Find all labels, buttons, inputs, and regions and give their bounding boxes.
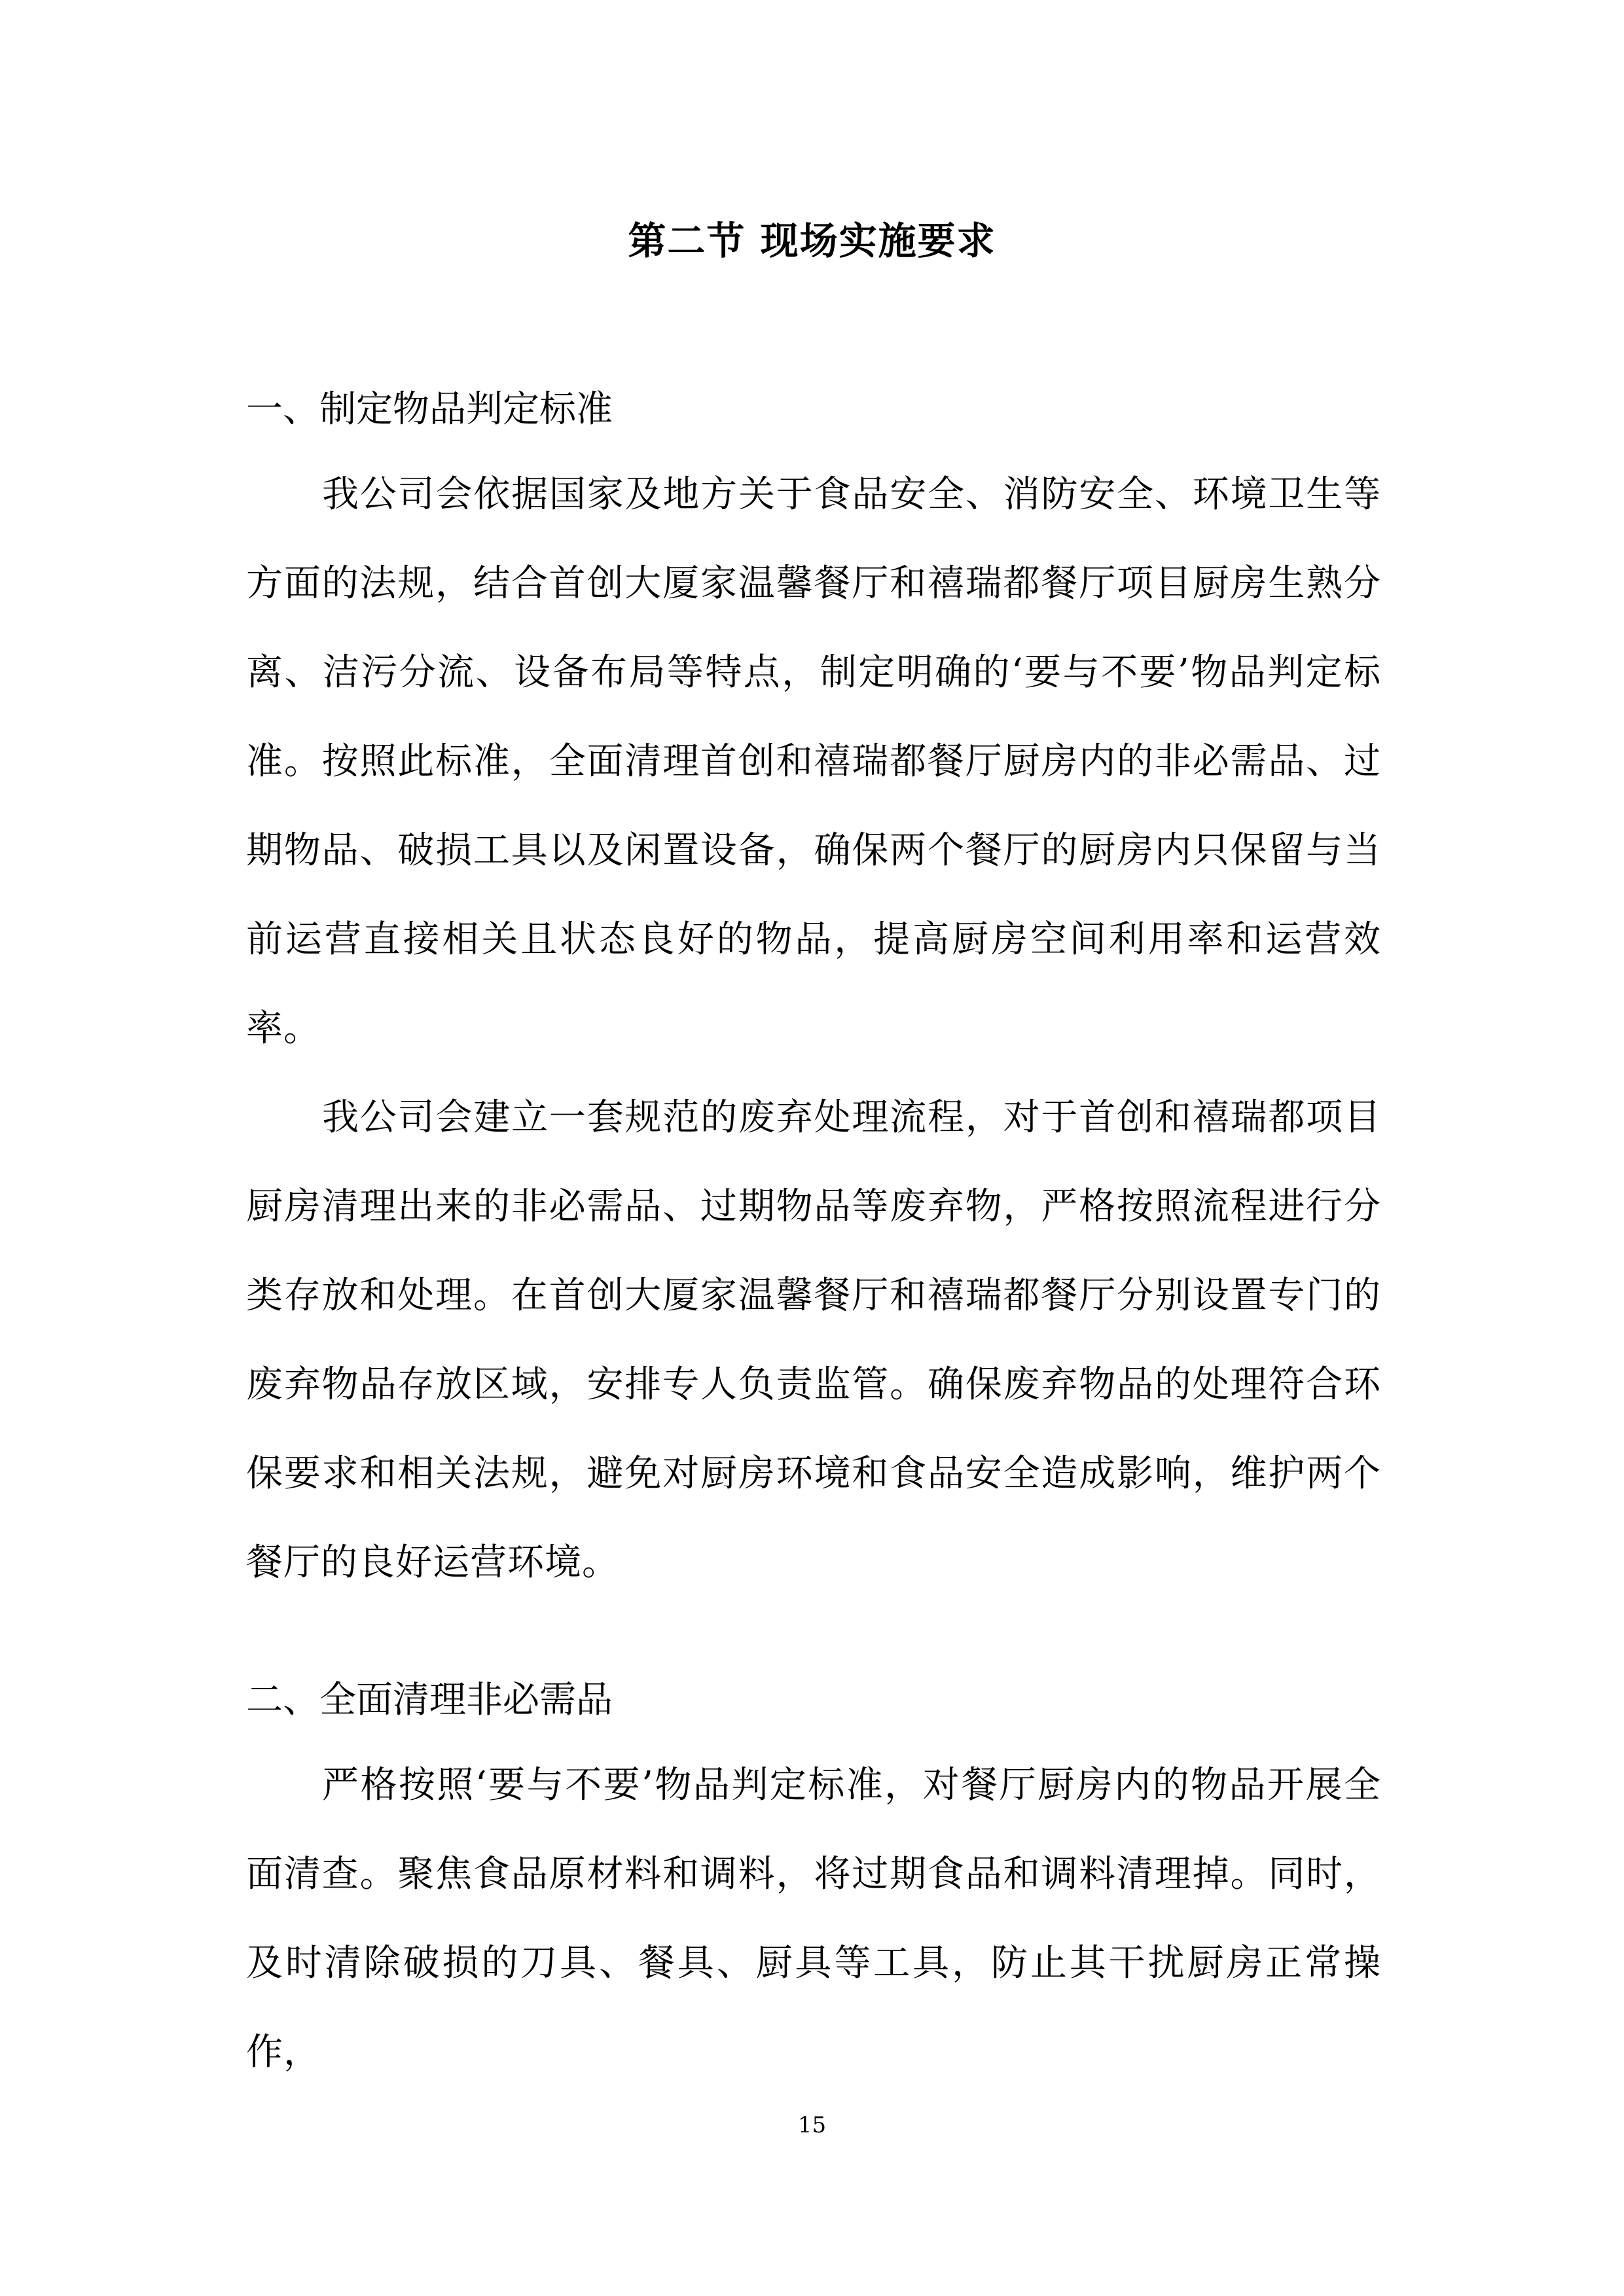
section-heading-1: 一、制定物品判定标准 bbox=[246, 388, 613, 431]
section-2-paragraph-1: 严格按照‘要与不要’物品判定标准，对餐厅厨房内的物品开展全面清查。聚焦食品原材料和调料，将过期食品和调料清理掉。同时，及时清除破损的刀具、餐具、厨具等工具，防止其干扰厨房正常操作， bbox=[246, 1764, 1381, 2073]
page-title: 第二节 现场实施要求 bbox=[628, 219, 996, 263]
section-heading-2: 二、全面清理非必需品 bbox=[246, 1679, 613, 1721]
section-1-paragraph-2: 我公司会建立一套规范的废弃处理流程，对于首创和禧瑞都项目厨房清理出来的非必需品、过期物品等废弃物，严格按照流程进行分类存放和处理。在首创大厦家温馨餐厅和禧瑞都餐厅分别设置专门的废弃物品存放区域，安排专人负责监管。确保废弃物品的处理符合环保要求和相关法规，避免对厨房环境和食品安全造成影响，维护两个餐厅的良好运营环境。 bbox=[246, 1096, 1381, 1584]
page-number: 15 bbox=[797, 2112, 827, 2138]
section-1-paragraph-1: 我公司会依据国家及地方关于食品安全、消防安全、环境卫生等方面的法规，结合首创大厦家温馨餐厅和禧瑞都餐厅项目厨房生熟分离、洁污分流、设备布局等特点，制定明确的‘要与不要’物品判定标准。按照此标准，全面清理首创和禧瑞都餐厅厨房内的非必需品、过期物品、破损工具以及闲置设备，确保两个餐厅的厨房内只保留与当前运营直接相关且状态良好的物品，提高厨房空间利用率和运营效率。 bbox=[246, 473, 1381, 1050]
